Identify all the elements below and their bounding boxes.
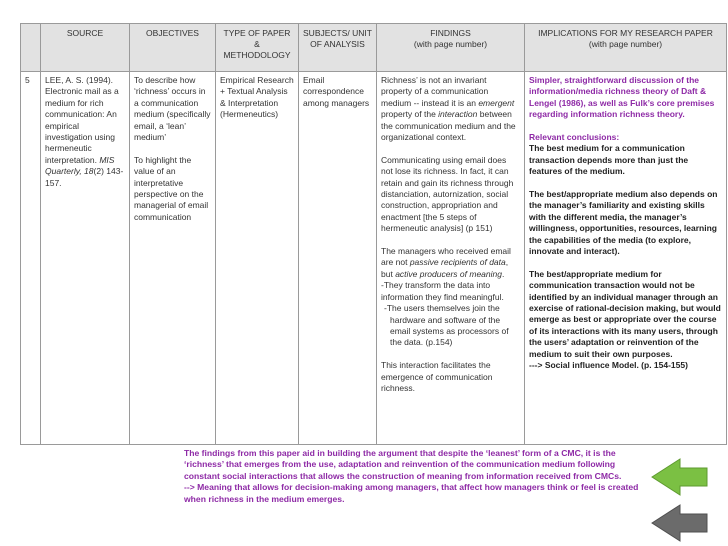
implications-para-4: The best/appropriate medium for communication transaction would not be identified by an individual manager through an exercise of rational-decision making, but would emerge as best or appropriate over the course of its interactions with its many users, through the users’ adaptation or reinvention of the medium to suit their own purposes.: [529, 268, 721, 359]
summary-note: [184, 448, 644, 505]
findings-emphasis: passive recipients of data: [409, 257, 506, 268]
findings-bullet-2: -The users themselves join the hardware and software of the email systems as processors of the data. (p.154): [384, 303, 509, 348]
literature-review-table: [20, 23, 727, 445]
row-type: Empirical Research + Textual Analysis & Interpretation (Hermeneutics): [216, 72, 299, 445]
header-type-line1: TYPE OF PAPER: [223, 28, 291, 38]
implications-para-1: Simpler, straightforward discussion of the information/media richness theory of Daft & Lengel (1986), as well as Fulk’s core premises regarding information richness theory.: [529, 75, 715, 120]
implications-para-5: ---> Social influence Model. (p. 154-155): [529, 360, 688, 371]
findings-para-2: Communicating using email does not lose its richness. In fact, it can retain and gain its richness through distanciation, autornization, social construction, appropriation and enactment [the 5 steps of hermeneutic analysis] (p 151): [381, 154, 514, 234]
header-findings-sub: (with page number): [413, 39, 488, 49]
source-pages: (2) 143-157.: [45, 166, 124, 188]
row-implications: [525, 72, 727, 445]
header-findings: [377, 24, 525, 72]
header-type: [216, 24, 299, 72]
row-objectives: [130, 72, 216, 445]
header-implications: IMPLICATIONS FOR MY RESEARCH PAPER (with page number): [525, 24, 727, 72]
findings-text: The managers who received email are not: [381, 246, 511, 268]
header-source: SOURCE: [41, 24, 130, 72]
findings-emphasis: interaction: [438, 109, 478, 120]
summary-note-para-1: The findings from this paper aid in building the argument that despite the ‘leanest’ form of a CMC, it is the ‘richness’ that emerges from the use, adaptation and reinvention of the communication medium following constant social interactions that allows the construction of meaning from information received from CMCs.: [184, 448, 622, 481]
next-slide-button[interactable]: [650, 456, 710, 498]
findings-bullet-1: -They transform the data into information they find meaningful.: [381, 280, 504, 302]
prev-slide-button[interactable]: [650, 502, 710, 544]
header-row: [21, 24, 727, 72]
row-num: 5: [21, 72, 41, 445]
arrow-left-icon: [652, 459, 707, 495]
objectives-para-2: To highlight the value of an interpretative perspective on the managerial of email communication: [134, 154, 209, 222]
header-type-line2: &: [254, 39, 260, 49]
findings-para-4: This interaction facilitates the emergence of communication richness.: [381, 360, 493, 393]
findings-emphasis: emergent: [478, 97, 515, 108]
implications-para-2: [529, 132, 722, 178]
findings-text: .: [501, 268, 505, 279]
header-type-line3: METHODOLOGY: [223, 50, 291, 60]
implications-relevant-head: Relevant conclusions:: [529, 132, 620, 143]
findings-para-1: [381, 75, 520, 143]
summary-note-para-2: --> Meaning that allows for decision-making among managers, that affect how managers think or feel is created when richness in the medium emerges.: [184, 482, 639, 504]
findings-text: , but: [381, 257, 509, 279]
arrow-left-icon: [652, 505, 707, 541]
objectives-para-1: To describe how ‘richness’ occurs in a communication medium (specifically email, a ‘lean’ medium’: [134, 75, 211, 143]
implications-para-3: The best/appropriate medium also depends on the manager’s familiarity and existing skills with the different media, the manager’s willingness, opportunities, resources, learning the capabilities of the media (to explore, innovate and interact).: [529, 189, 718, 257]
implications-relevant-text: The best medium for a communication transaction depends more than just the features of the medium.: [529, 143, 689, 177]
header-num: [21, 24, 41, 72]
row-subjects: Email correspondence among managers: [299, 72, 377, 445]
header-subjects: SUBJECTS/ UNIT OF ANALYSIS: [299, 24, 377, 72]
header-findings-title: FINDINGS: [430, 28, 471, 38]
findings-text: between the communication medium and the organizational context.: [381, 109, 516, 143]
source-citation: LEE, A. S. (1994). Electronic mail as a medium for rich communication: An empirical investigation using hermeneutic interpretation.: [45, 75, 119, 165]
findings-text: Richness’ is not an invariant property of a communication medium -- instead it is an: [381, 75, 489, 108]
findings-text: property of the: [381, 109, 439, 120]
findings-para-3: [381, 246, 520, 280]
header-objectives: OBJECTIVES: [130, 24, 216, 72]
table-row: [21, 72, 727, 445]
row-source: [41, 72, 130, 445]
source-journal: MIS Quarterly, 18: [45, 154, 115, 177]
findings-emphasis: active producers of meaning: [395, 268, 502, 279]
row-findings: [377, 72, 525, 445]
